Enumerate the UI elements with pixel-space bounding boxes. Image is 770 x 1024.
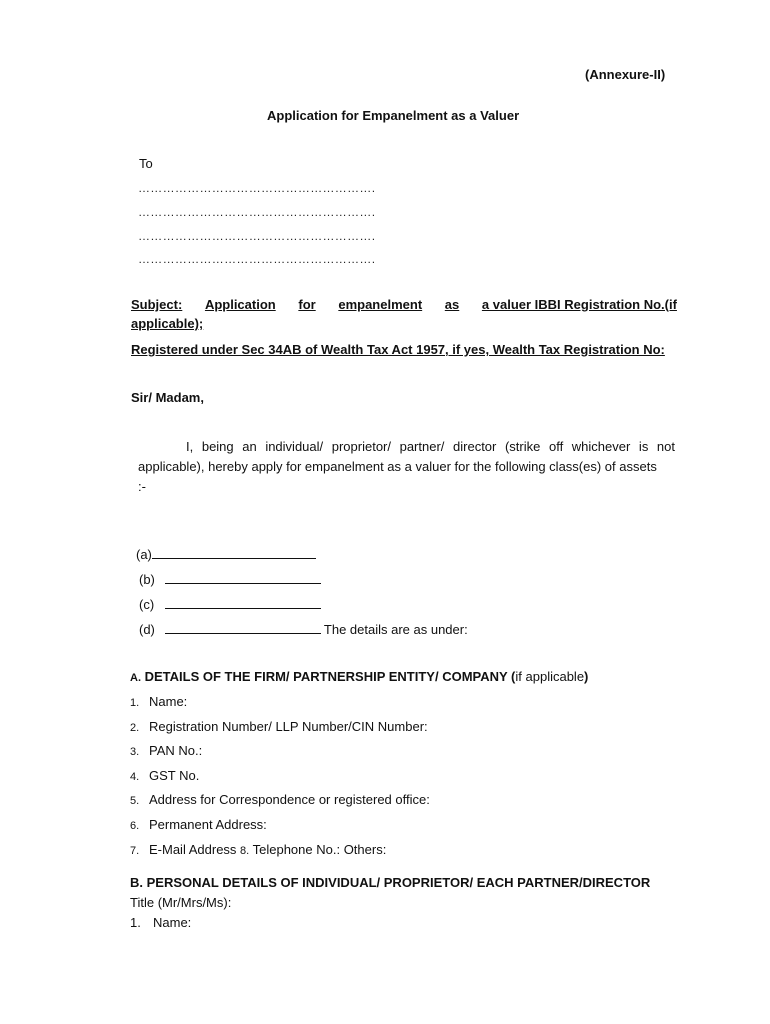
subject-word: Subject: — [131, 297, 183, 312]
item-number: 6. — [130, 820, 140, 832]
blank-line[interactable] — [152, 546, 316, 559]
list-item — [130, 719, 428, 734]
item-number: 1. — [130, 915, 141, 930]
application-paragraph — [138, 437, 675, 497]
subject-word: a valuer IBBI Registration No.(if — [481, 297, 677, 312]
class-label: (a) — [136, 547, 152, 562]
document-title: Application for Empanelment as a Valuer — [267, 108, 520, 123]
subject-block — [131, 297, 677, 331]
address-line: …………………………………………………. — [138, 252, 376, 266]
item-text: GST No. — [149, 768, 200, 783]
list-item — [130, 817, 267, 832]
list-item — [130, 743, 202, 758]
item-number: 2. — [130, 722, 140, 734]
class-line-d — [139, 621, 468, 637]
address-line: …………………………………………………. — [138, 205, 376, 219]
list-item — [130, 842, 386, 857]
item-text: E-Mail Address — [149, 842, 237, 857]
section-a-title: DETAILS OF THE FIRM/ PARTNERSHIP ENTITY/ COMPANY ( — [144, 669, 516, 684]
item-text: Name: — [149, 694, 188, 709]
class-label: (b) — [139, 572, 155, 587]
subject-word: for — [298, 297, 316, 312]
item-text: Permanent Address: — [149, 817, 267, 832]
item-text: Name: — [153, 915, 192, 930]
wealth-tax-line: Registered under Sec 34AB of Wealth Tax Act 1957, if yes, Wealth Tax Registration No: — [131, 342, 665, 357]
section-a-close: ) — [584, 669, 589, 684]
subject-word: Application — [204, 297, 276, 312]
section-letter: A. — [130, 672, 141, 684]
item-number: 8. — [240, 845, 250, 857]
subject-line — [131, 297, 677, 312]
item-text: Telephone No.: Others: — [252, 842, 387, 857]
subject-line-2: applicable); — [131, 316, 204, 331]
class-line-c — [139, 596, 321, 612]
annexure-label: (Annexure-II) — [585, 67, 666, 82]
subject-word: as — [444, 297, 460, 312]
paragraph-tail: :- — [138, 479, 146, 494]
item-number: 1. — [130, 697, 140, 709]
class-line-b — [139, 571, 321, 587]
title-line: Title (Mr/Mrs/Ms): — [130, 895, 232, 910]
section-a-qualifier: if applicable — [515, 669, 585, 684]
list-item — [130, 792, 430, 807]
item-text: PAN No.: — [149, 743, 203, 758]
blank-line[interactable] — [165, 621, 321, 634]
to-label: To — [139, 156, 153, 171]
item-number: 3. — [130, 746, 140, 758]
section-b-heading: B. PERSONAL DETAILS OF INDIVIDUAL/ PROPRIETOR/ EACH PARTNER/DIRECTOR — [130, 875, 651, 890]
item-number: 7. — [130, 845, 140, 857]
address-line: …………………………………………………. — [138, 181, 376, 195]
item-text: Address for Correspondence or registered office: — [149, 792, 430, 807]
list-item — [130, 915, 191, 930]
list-item — [130, 694, 187, 709]
class-line-a — [136, 546, 316, 562]
section-a-heading — [130, 669, 588, 684]
subject-word: empanelment — [338, 297, 423, 312]
details-text: The details are as under: — [323, 622, 468, 637]
item-number: 4. — [130, 771, 140, 783]
class-label: (c) — [139, 597, 155, 612]
class-label: (d) — [139, 622, 155, 637]
address-line: …………………………………………………. — [138, 229, 376, 243]
item-number: 5. — [130, 795, 140, 807]
item-text: Registration Number/ LLP Number/CIN Number: — [149, 719, 428, 734]
list-item — [130, 768, 199, 783]
paragraph-text: I, being an individual/ proprietor/ partner/ director (strike off whichever is not applicable), hereby apply for empanelment as a valuer for the following class(es) of assets — [138, 439, 675, 474]
blank-line[interactable] — [165, 596, 321, 609]
salutation: Sir/ Madam, — [131, 390, 204, 405]
blank-line[interactable] — [165, 571, 321, 584]
